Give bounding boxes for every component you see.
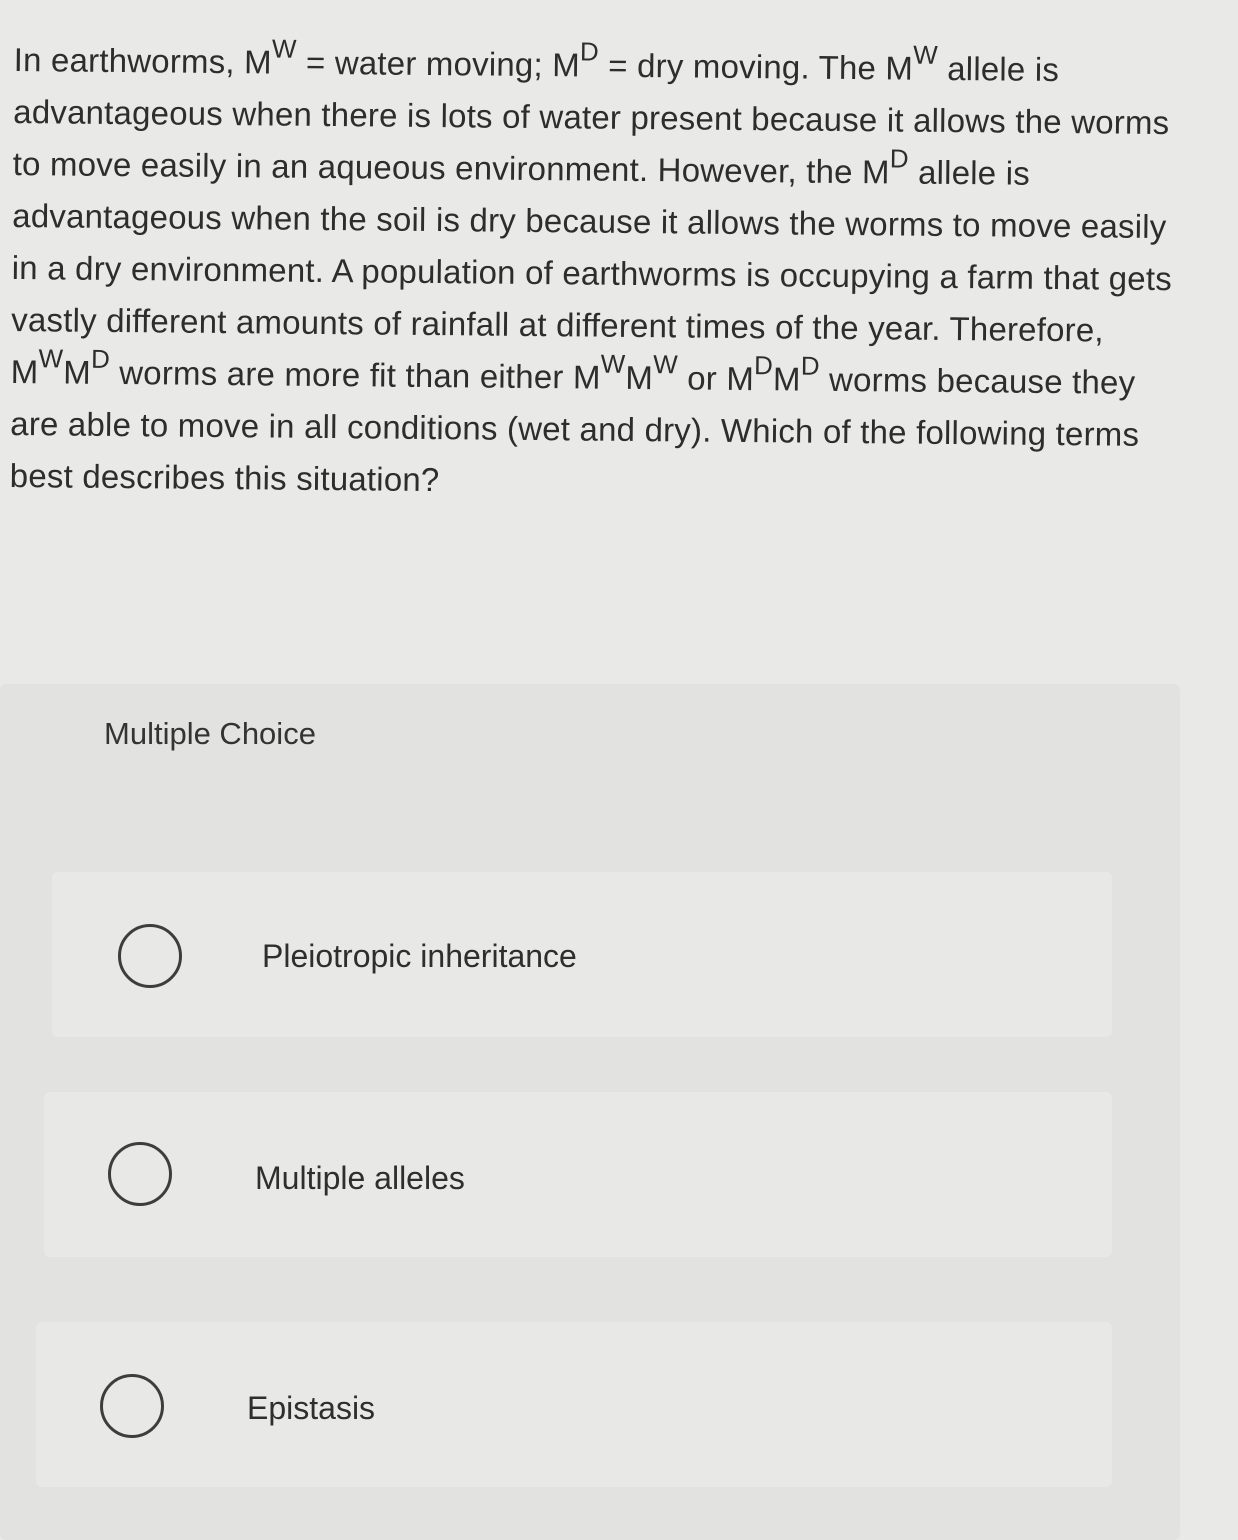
superscript-w: W <box>913 39 939 70</box>
superscript-w: W <box>600 348 626 379</box>
superscript-d: D <box>579 36 600 67</box>
question-paragraph <box>10 34 1194 513</box>
question-segment: allele is advantageous when the soil is dry because it allows the worms to move easily in a dry environment. A population of earthworms is occupying a farm that gets vastly different amounts of rainfall at different times of the year. Therefore, M <box>10 153 1173 391</box>
answer-option-epistasis[interactable] <box>36 1322 1112 1487</box>
superscript-w: W <box>271 33 297 64</box>
answer-option-multiple-alleles[interactable] <box>44 1092 1112 1257</box>
radio-button-icon[interactable] <box>100 1374 164 1438</box>
question-segment: = dry moving. The M <box>598 46 914 87</box>
question-segment: worms are more fit than either M <box>109 353 601 396</box>
superscript-d: D <box>753 350 774 381</box>
question-text <box>10 34 1194 513</box>
question-segment: M <box>772 360 801 398</box>
superscript-w: W <box>653 349 679 380</box>
question-segment: In earthworms, M <box>13 40 273 81</box>
question-segment: allele is advantageous when there is lots of water present because it allows the worms to move easily in an aqueous environment. However, the M <box>12 49 1170 191</box>
radio-button-icon[interactable] <box>118 924 182 988</box>
answer-option-label: Epistasis <box>247 1390 376 1426</box>
answer-option-label: Multiple alleles <box>255 1160 465 1196</box>
question-segment: or M <box>677 359 755 398</box>
radio-button-icon[interactable] <box>108 1142 172 1206</box>
superscript-d: D <box>800 350 820 381</box>
question-segment: M <box>625 358 654 397</box>
superscript-d: D <box>889 143 909 174</box>
question-segment: worms because they are able to move in all conditions (wet and dry). Which of the following terms best describes this situation? <box>9 360 1140 499</box>
question-segment: = water moving; M <box>296 43 581 84</box>
question-segment: M <box>63 353 92 391</box>
superscript-w: W <box>38 343 64 374</box>
multiple-choice-label: Multiple Choice <box>104 716 316 751</box>
answer-option-pleiotropic-inheritance[interactable] <box>52 872 1112 1037</box>
answer-option-label: Pleiotropic inheritance <box>262 938 577 974</box>
superscript-d: D <box>90 343 111 374</box>
